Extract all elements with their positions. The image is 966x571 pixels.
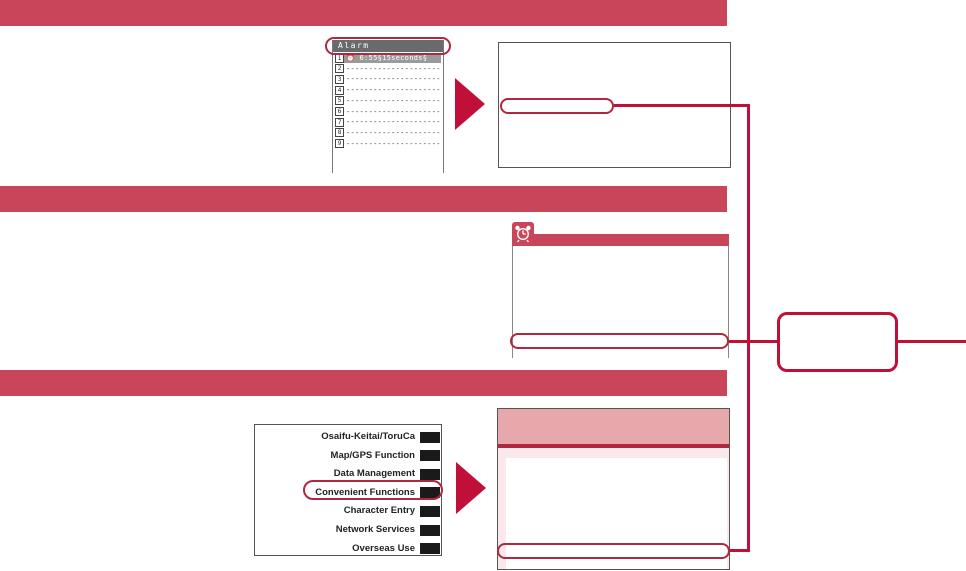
menu-item-tab [420,450,440,461]
alarm-row-number: 3 [335,75,344,84]
menu-item-tab [420,432,440,443]
connector-bottom [730,549,750,552]
menu-item[interactable]: Map/GPS Function [330,449,415,461]
connector-middle [729,340,779,343]
alarm-row-text: --------------------- [346,107,441,116]
alarm-list-row[interactable] [335,139,441,149]
target-box [777,312,898,372]
menu-item-tab [420,543,440,554]
alarm-row-number: 7 [335,118,344,127]
menu-item[interactable]: Overseas Use [352,542,415,554]
result-screen-3-header [498,409,729,445]
section-band-3 [0,370,727,396]
alarm-row-number: 1 [335,54,344,63]
alarm-row-text: --------------------- [346,64,441,73]
alarm-row-text: ⏰ 6:55§15seconds§ [346,54,428,62]
alarm-list-row[interactable] [335,64,441,74]
alarm-row-number: 5 [335,96,344,105]
menu-item[interactable]: Character Entry [343,505,415,517]
alarm-row-number: 4 [335,86,344,95]
menu-item[interactable]: Osaifu-Keitai/ToruCa [321,431,415,442]
alarm-row-text: --------------------- [346,75,441,84]
section-band-2 [0,186,727,212]
alarm-row-number: 2 [335,64,344,73]
alarm-list-row[interactable] [335,96,441,106]
section-band-1 [0,0,727,26]
alarm-clock-icon [512,222,534,244]
alarm-panel-header [512,234,729,246]
alarm-row-text: --------------------- [346,139,441,148]
connector-vertical [747,104,750,552]
connector-top [614,104,750,107]
alarm-row-text: --------------------- [346,128,441,137]
alarm-row-number: 6 [335,107,344,116]
alarm-row-number: 8 [335,128,344,137]
alarm-row-text: --------------------- [346,118,441,127]
connector-right [897,340,966,343]
alarm-list-row[interactable] [335,128,441,138]
menu-item[interactable]: Convenient Functions [315,486,415,498]
right-triangle-arrow-icon [456,462,486,514]
alarm-title-highlight [325,37,451,55]
alarm-title: Alarm [333,40,443,52]
menu-item-tab [420,469,440,480]
menu-item[interactable]: Network Services [335,524,415,535]
alarm-list-screen [332,40,444,173]
menu-item-tab [420,525,440,536]
menu-item-highlight [303,480,443,500]
result-screen-1-highlight [500,98,614,114]
menu-item-tab [420,506,440,517]
alarm-list-row[interactable] [335,74,441,84]
alarm-list-row[interactable] [335,107,441,117]
alarm-list-row[interactable] [335,117,441,127]
alarm-row-number: 9 [335,139,344,148]
right-triangle-arrow-icon [455,78,485,130]
result-screen-3-highlight [497,543,730,559]
alarm-list-row[interactable] [335,85,441,95]
menu-item[interactable]: Data Management [333,468,415,480]
alarm-row-text: --------------------- [346,86,441,95]
alarm-row-text: --------------------- [346,96,441,105]
alarm-panel-highlight [510,333,729,349]
